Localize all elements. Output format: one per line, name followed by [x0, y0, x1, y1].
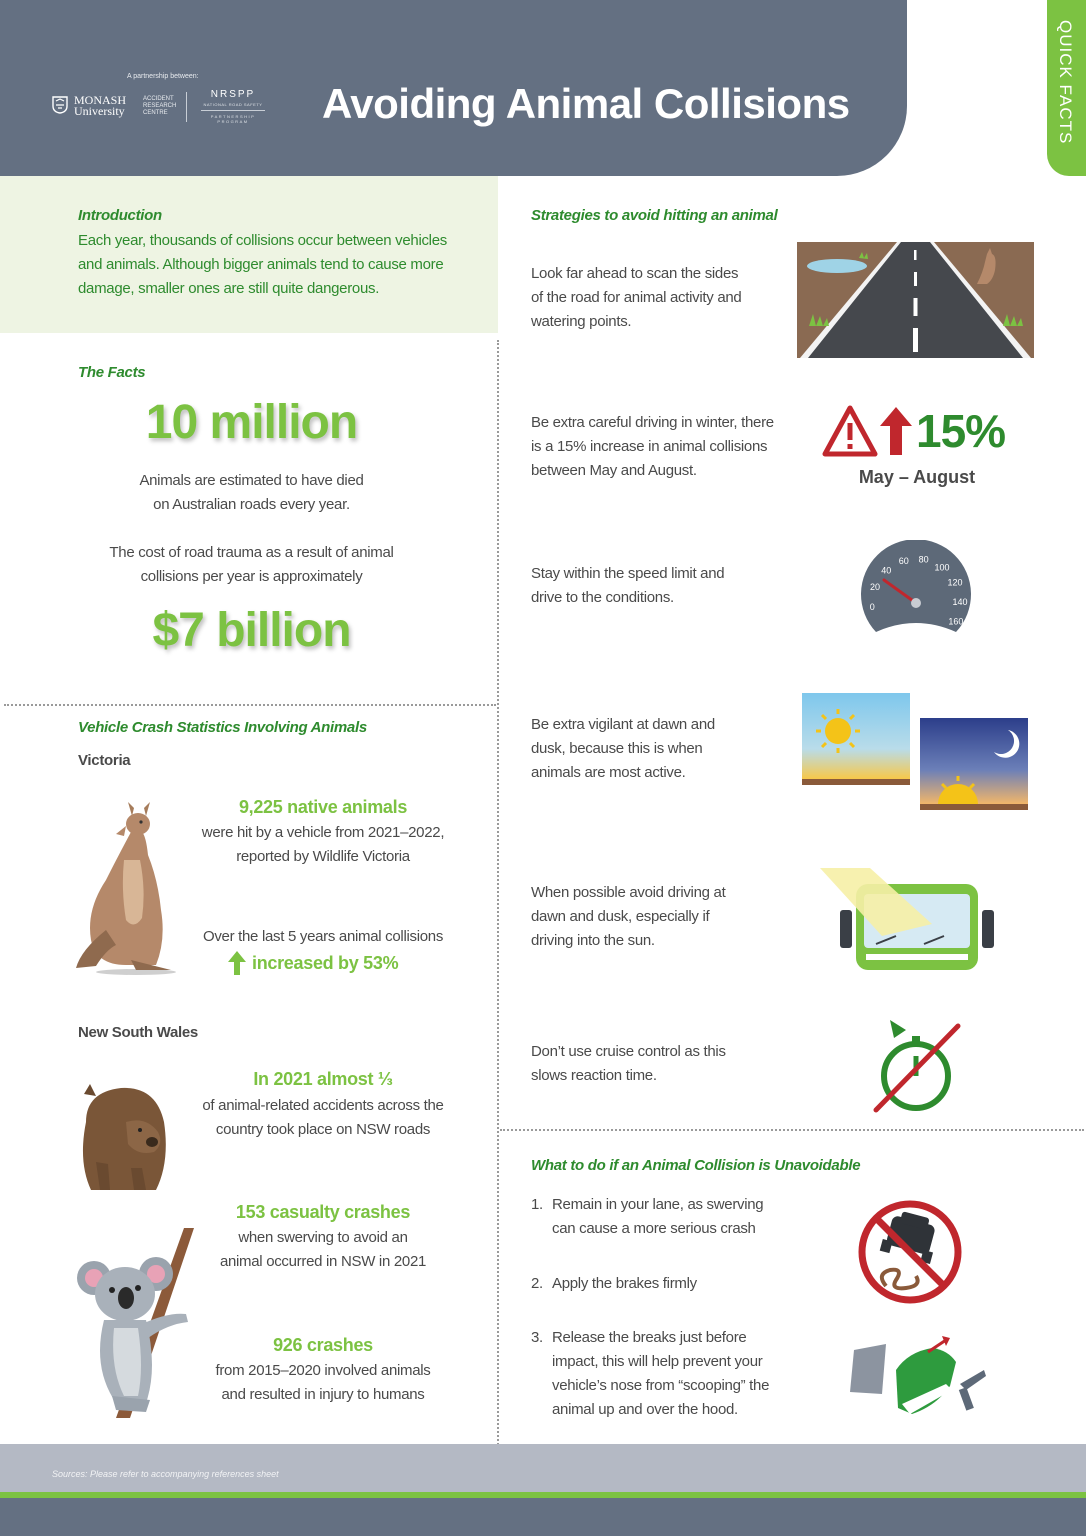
unavoidable-item-1: [531, 1193, 781, 1241]
strategy-6-text: Don’t use cruise control as this slows reaction time.: [531, 1043, 726, 1084]
intro-text: Each year, thousands of collisions occur between vehicles and animals. Although bigger animals tend to cause more damage, smaller ones are still quite dangerous.: [78, 232, 447, 297]
monash-name-line2: University: [74, 104, 125, 118]
kangaroo-icon: [76, 800, 176, 975]
speedometer-icon: [856, 540, 976, 636]
wombat-icon: [76, 1082, 171, 1194]
vic-stat1-line1: were hit by a vehicle from 2021–2022,: [201, 824, 445, 841]
vic-stat1-title: 9,225 native animals: [238, 797, 408, 817]
nrspp-logo: [198, 89, 268, 124]
road-scene-icon: [797, 242, 1034, 358]
vic-stat2-line1: Over the last 5 years animal collisions: [202, 928, 444, 945]
quick-facts-tab: [1047, 0, 1086, 176]
nsw-stat3-title: 926 crashes: [273, 1335, 373, 1355]
nsw-stat3-line1: from 2015–2020 involved animals: [215, 1362, 431, 1379]
winter-stat-value: 15%: [916, 405, 1006, 457]
vehicle-sun-glare-icon: [820, 866, 1000, 972]
item-3-text: Release the breaks just before impact, this will help prevent your vehicle’s nose from “scooping” the animal up and over the hood.: [552, 1329, 770, 1418]
item-2-number: 2.: [531, 1275, 543, 1292]
winter-stat: [822, 404, 1005, 458]
item-1-text: Remain in your lane, as swerving can cause a more serious crash: [552, 1196, 764, 1237]
speedometer-label: 80: [918, 554, 929, 565]
strategy-4-text: Be extra vigilant at dawn and dusk, because this is when animals are most active.: [531, 716, 715, 781]
nsw-stat1-title: In 2021 almost ⅓: [253, 1069, 393, 1089]
no-cruise-control-icon: [870, 1018, 962, 1114]
nsw-stat2-line1: when swerving to avoid an: [238, 1229, 408, 1246]
vic-stat2-row: [228, 951, 488, 975]
nrspp-subtitle: NATIONAL ROAD SAFETY: [203, 102, 263, 107]
item-2-text: Apply the brakes firmly: [552, 1275, 697, 1292]
vic-stat1-line2: reported by Wildlife Victoria: [236, 848, 410, 865]
nrspp-subtitle-2: PARTNERSHIP PROGRAM: [210, 114, 256, 124]
winter-period: May – August: [858, 467, 976, 487]
monash-crest-icon: [52, 96, 68, 114]
stat1-desc-line2: on Australian roads every year.: [153, 496, 350, 513]
strategy-5-text: When possible avoid driving at dawn and dusk, especially if driving into the sun.: [531, 884, 726, 949]
speedometer-label: 100: [934, 562, 950, 573]
dawn-icon: [802, 693, 910, 785]
vic-stat2-title: increased by 53%: [252, 952, 399, 973]
item-1-number: 1.: [531, 1196, 543, 1213]
nsw-stat1-line2: country took place on NSW roads: [215, 1121, 431, 1138]
footer-dark-band: [0, 1498, 1086, 1536]
speedometer-label: 160: [948, 616, 964, 627]
strategy-1-text: Look far ahead to scan the sides of the road for animal activity and watering points.: [531, 265, 742, 330]
left-section-divider: [4, 704, 496, 706]
page-title: Avoiding Animal Collisions: [322, 80, 850, 127]
unavoidable-heading: What to do if an Animal Collision is Unavoidable: [531, 1157, 861, 1174]
speedometer-label: 140: [952, 597, 968, 607]
footer-bar: [0, 1444, 1086, 1492]
dusk-icon: [920, 718, 1028, 810]
stat-7-billion: $7 billion: [152, 604, 351, 657]
speedometer-label: 60: [898, 555, 909, 566]
arc-logo-text: ACCIDENT RESEARCH CENTRE: [143, 96, 177, 116]
nrspp-line: [201, 110, 265, 111]
warning-icon: [822, 405, 878, 457]
unavoidable-item-3: [531, 1326, 781, 1422]
speedometer-label: 0: [869, 601, 875, 612]
nsw-label: New South Wales: [78, 1024, 198, 1041]
quick-facts-label: QUICK FACTS: [1056, 20, 1075, 145]
strategies-heading: Strategies to avoid hitting an animal: [531, 207, 778, 224]
stat1-desc-line1: Animals are estimated to have died: [139, 472, 364, 489]
no-swerving-icon: [856, 1198, 966, 1306]
unavoidable-item-2: [531, 1272, 781, 1296]
facts-heading: The Facts: [78, 364, 146, 381]
strategy-3-text: Stay within the speed limit and drive to the conditions.: [531, 565, 725, 606]
speedometer-label: 120: [947, 577, 963, 588]
nsw-stat2-line2: animal occurred in NSW in 2021: [219, 1253, 427, 1270]
stat-10-million: 10 million: [145, 396, 358, 449]
stat2-desc-line1: The cost of road trauma as a result of animal: [109, 544, 394, 561]
speedometer-label: 20: [869, 582, 881, 593]
monash-name-line1: MONASH: [74, 93, 127, 107]
nsw-stat2-title: 153 casualty crashes: [235, 1202, 411, 1222]
up-arrow-icon: [228, 951, 246, 975]
stat2-desc-line2: collisions per year is approximately: [140, 568, 363, 585]
nsw-stat3-line2: and resulted in injury to humans: [221, 1386, 425, 1403]
logo-divider: [186, 92, 187, 122]
right-section-divider: [500, 1129, 1084, 1131]
crash-stats-heading: Vehicle Crash Statistics Involving Animals: [78, 719, 367, 736]
item-3-number: 3.: [531, 1329, 543, 1346]
footer-sources: Sources: Please refer to accompanying references sheet: [52, 1469, 279, 1479]
speedometer-label: 40: [881, 565, 892, 576]
strategy-2-text: Be extra careful driving in winter, there is a 15% increase in animal collisions between May and August.: [531, 414, 774, 479]
victoria-label: Victoria: [78, 752, 131, 769]
partnership-label: A partnership between:: [127, 73, 199, 80]
intro-heading: Introduction: [78, 207, 162, 224]
brake-pedal-icon: [848, 1334, 988, 1418]
nrspp-name: NRSPP: [210, 89, 256, 100]
red-up-arrow-icon: [880, 407, 912, 455]
nsw-stat1-line1: of animal-related accidents across the: [202, 1097, 444, 1114]
